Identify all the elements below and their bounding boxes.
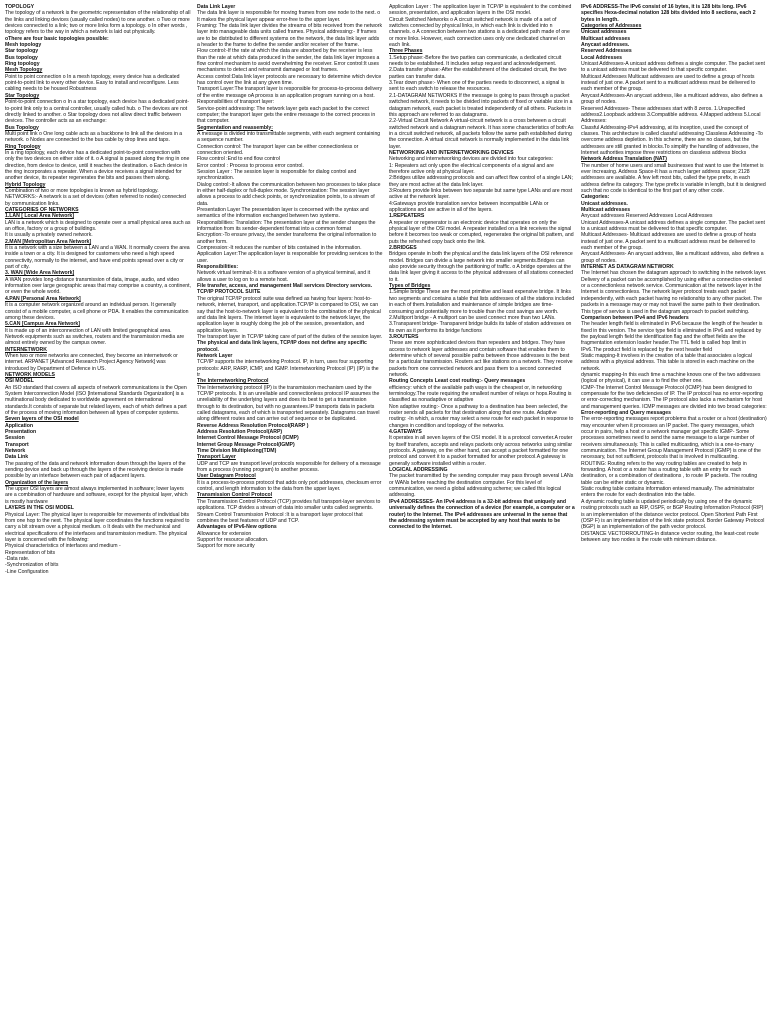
paragraph: Flow control:-If the rate at which the data are absorbed by the receiver is less than the rate at which data produced in the sender, the data link layer imposes a flow control mechanism to avoid overwhelming the receiver. Error control:It uses mechanisms to detect and retransmit damaged or lost frames. [197,48,380,74]
section-heading: Application [5,422,33,429]
paragraph: 1: Repeaters act only upon the electrical components of a signal and are therefore active only at physical layer. [389,162,554,175]
paragraph: Anycast addresses Reserved Addresses Local Addresses [581,213,713,220]
section-heading: Segmentation and reassembly: [197,124,273,131]
paragraph: Physical characteristics of interfaces and medium - [5,543,121,550]
paragraph: Dialog control:-It allows the communication between two processes to take place in either half-duplex or full-duplex mode. Synchronization: The session layer allows a process to add check points, or synchronization points, to a stream of data. [197,181,381,207]
paragraph: Classful Addressing-IPv4 addressing, at its inception, used the concept of classes. This architecture is called classful addressing Classless Addressing -To overcome address depletion. In this scheme, there are no classes, but the addresses are still granted in blocks.To simplify the handling of addresses, the Internet authorities impose three restrictions on classless address blocks [581,124,763,156]
paragraph: Allowance for extension [197,530,252,537]
section-heading: File transfer, access, and management Mail services Directory services. [197,283,373,290]
paragraph: -Synchronization of bits [5,562,59,569]
paragraph: The topology of a network is the geometric representation of the relationship of all the links and linking devices (usually called nodes) to one another. o Two or more devices connected to a link; two or more links form a topology. o In other words , topology refers to the way in which a network is laid out physically. [5,10,191,36]
paragraph: Anycast Addresses- An anycast address, like a multicast address, also defines a group of nodes. [581,251,764,264]
section-heading: IPv4 ADDRESSES- An IPv4 address is a 32-bit address that uniquely and universally defines the connection of a device (for example, a computer or a router) to the Internet. The IPv4 addresses are universal in the sense that the addressing system must be accepted by any host that wants to be connected to the Internet. [389,498,575,531]
column-3 [389,4,575,1024]
section-heading: Network [5,448,26,455]
section-heading: Routing Concepts Least cost routing:- Query messages [389,378,526,385]
section-heading: Seven layers of the OSI model [5,416,79,423]
paragraph: Compression:-It reduces the number of bits contained in the information. [197,245,362,252]
section-heading: Transmission Control Protocol [197,492,273,499]
section-heading: Network Address Translation (NAT) [581,156,667,163]
section-heading: Reverse Address Resolution Protocol(RARP ) [197,422,309,429]
column-1 [5,4,191,1024]
section-heading: 2.MAN [Metropolitan Area Network] [5,238,92,245]
section-heading: The Internetworking Protocol [197,378,269,385]
section-heading: Transport Layer [197,454,236,461]
section-heading: Mesh Topology [5,67,43,74]
paragraph: A WAN provides long-distance transmission of data, image, audio, and video information over large geographic areas that may comprise a country, a continent, or even the whole world. [5,276,191,296]
paragraph: 2.Data transfer phase:-After the establishment of the dedicated circuit, the two parties can transfer data. [389,67,567,80]
paragraph: Multicast Addresses- Multicast addresses are used to define a group of hosts instead of just one. A packet sent to a multicast address must be delivered to each member of the group. [581,232,757,252]
paragraph: Presentation Layer The presentation layer is concerned with the syntax and semantics of the information exchanged between two systems. [197,207,369,220]
paragraph: 3.Tear down phase:- When one of the parties needs to disconnect, a signal is sent to each switch to release the resources. [389,80,565,93]
paragraph: Bridges operate in both the physical and the data link layers of the OSI reference model. Bridges can divide a large network into smaller segments.Bridges can also provide security through the partitioning of traffic. o A bridge operates at the data link layer giving it access to the physical addresses of all stations connected to it. [389,251,574,283]
paragraph: The Internetworking protocol (IP) is the transmission mechanism used by the TCP/IP protocols. It is an unreliable and connectionless protocol IP assumes the unreliability of the underlying layers and does its best to get a transmission through to its destination, but with no guarantees.IP transports data in packets called datagrams, each of which is transported separately. Datagrams can travel along different routes and can arrive out of sequence or be duplicated. [197,384,380,423]
paragraph: The transport layer in TCP/IP taking care of part of the duties of the session layer. [197,333,383,340]
paragraph: Stream Control Transmission Protocol :It is a transport layer protocol that combines the best features of UDP and TCP. [197,511,363,524]
column-2 [197,4,383,1024]
paragraph: The Transmission Control Protocol (TCP) provides full transport-layer services to applications. TCP divides a stream of data into smaller units called segments. [197,498,381,512]
paragraph: It operates in all seven layers of the OSI model. It is a protocol converter.A router by itself transfers, accepts and relays packets only across networks using similar protocols. A gateway, on the other hand, can accept a packet formatted for one protocol and convert it to a packet formatted for another protocol.A gateway is generally software installed within a router. [389,435,573,467]
section-heading: User Datagram Protocol [197,473,256,480]
paragraph: Support for more security [197,543,255,550]
paragraph: The packet transmitted by the sending computer may pass through several LANs or WANs before reaching the destination computer. For this level of communication, we need a global addressing scheme; we called this logical addressing. [389,473,574,499]
section-heading: CATEGORIES OF NETWORKS [5,207,79,213]
paragraph: UDP and TCP are transport level protocols responsible for delivery of a message from a process (running program) to another process. [197,460,381,474]
paragraph: 1.Setup phase:-Before the two parties can communicate, a dedicated circuit needs to be established. It includes setup request and acknowledgement. [389,54,562,68]
section-heading: Types of Bridges [389,283,431,290]
paragraph: Reserved Addresses- These addresses start with 8 zeros. 1.Unspecified address2.Loopback address 3.Compatible address. 4.Mapped address 5.Local Addresses: [581,105,761,125]
section-heading: 3.ROUTERS [389,333,419,340]
paragraph: Point-to-point connection o In a star topology, each device has a dedicated point-to-point link only to a central controller, usually called hub. o The devices are not directly linked to another. o Star topology does not allow direct traffic between devices. The controller acts as an exchange: [5,99,189,125]
paragraph: Framing: The data link layer divides the streams of bits received from the network layer into manageable data units called frames. Physical addressing:- If frames are to be distributed to different systems on the network, the data link layer adds a header to the frame to define the sender and/or receiver of the frame. [197,23,383,49]
section-heading: Categories: [581,194,610,201]
paragraph: Static mapping-It involves in the creation of a table that associates a logical address with a physical address. This table is stored in each machine on the network. [581,352,755,372]
paragraph: It is a network with a size between a LAN and a WAN. It normally covers the area inside a town or a city. It is designed for customers who need a high speed connectivity, normally to the internet, and have end points spread over a city or part of city. [5,245,190,271]
paragraph: These are more sophisticated devices than repeaters and bridges. They have access to network layer addresses and contain software that enables them to determine which of several possible paths between those addresses is the best for a particular transmission. Routers act like stations on a network. They receive packets from one connected network and pass them to a second connected network. [389,340,573,378]
paragraph: Unicast Addresses-A unicast address defines a single computer. The packet sent to a unicast address must be delivered to that specific computer. [581,219,765,233]
paragraph: The error-reporting messages report problems that a router or a host (destination) may encounter when it processes an IP packet. The query messages, which occur in pairs, help a host or a network manager get specific IGMP- Some processes sometimes need to send the same message to a large number of receivers simultaneously. This is called multicasting, which is a one-to-many communication. The Internet Group Management Protocol (IGMP) is one of the necessary, but not sufficient, protocols that is involved in multicasting. [581,416,767,461]
section-heading: Mesh topology [5,42,42,49]
paragraph: Physical Layer: The physical layer is responsible for movements of individual bits from one hop to the next. The physical layer coordinates the functions required to carry a bit stream over a physical medium. o It deals with the mechanical and electrical specifications of the interfaces and transmission medium. The physical layer is concerned with the following: [5,511,190,543]
paragraph: Non adaptive routing:- Once a pathway to a destination has been selected, the router sends all packets for that destination along that one route. Adaptive routing: -In which, a router may select a new route for each packet in response to changes in condition and topology of the networks. [389,403,574,429]
paragraph: Service-point addressing: The network layer gets each packet to the correct computer; the transport layer gets the entire message to the correct process in that computer. [197,105,376,125]
paragraph: -Data rate. [5,555,30,562]
paragraph: dynamic mapping-In this each time a machine knows one of the two addresses (logical or physical), it can use a to find the other one. [581,371,761,385]
section-heading: Organization of the layers [5,479,69,486]
paragraph: Encryption:-To ensure privacy, the sender transforms the original information to another form. [197,232,377,245]
section-heading: LOGICAL ADDRESSING [389,467,448,474]
section-heading: Session [5,435,25,442]
paragraph: Support for resource allocation. [197,536,269,543]
section-heading: Internet Control Message Protocol (ICMP) [197,435,299,442]
section-heading: Error-reporting and Query messages [581,410,671,416]
paragraph: An ISO standard that covers all aspects of network communications is the Open System Interconnection Model (ISO [International Standards Organization] is a multinational body dedicated to worldwide agreement on international standards.It consists of separate but related layers, each of which defines a part of the process of moving information between all types of computer systems. [5,384,187,416]
paragraph: 3.Transparent bridge- Transparent bridge builds its table of station addresses on its own as it performs its bridge functions [389,321,572,334]
paragraph: 2:Bridges utilize addressing protocols and can affect flow control of a single LAN; they are most active at the data link layer. [389,175,573,188]
section-heading: Local Addresses [581,54,622,61]
paragraph: A dynamic routing table is updated periodically by using one of the dynamic routing protocols such as RIP, OSPF, or BGP Routing Information Protocol (RIP) is an implementation of the distance vector protocol. Open Shortest Path First (OSP F) is an implementation of the link state protocol. Border Gateway Protocol (BGP) is an implementation of the path vector protocol. [581,498,765,531]
paragraph: The passing of the data and network information down through the layers of the sending device and back up through the layers of the receiving device is made possible by an interface between each pair of adjacent layers. [5,460,186,480]
section-heading: NETWORKING AND INTERNETWORKING DEVICES [389,149,514,156]
paragraph: ROUTING: Routing refers to the way routing tables are created to help in forwarding. A host or a router has a routing table with an entry for each destination, or a combination of destinations , to route IP packets. The routing table can be either static or dynamic. [581,460,758,486]
section-heading: 4.PAN [Personal Area Network] [5,295,81,302]
paragraph: The header length field is eliminated in IPv6 because the length of the header is fixed in this version. The service type field is eliminated in IPv6 and replaced by the payload length field the identification flag and the offset fields are the fragmentation extension loader header.The TTL field is called hop limit in IPv6.The product field is replaced by the next header field [581,321,763,353]
paragraph: NETWORKS:- A network is a set of devices (often referred to nodes) connected by communication links. [5,194,186,207]
section-heading: OSI MODEL [5,378,34,385]
section-heading: Multicast addresses [581,207,631,213]
paragraph: DISTANCE VECTORROUTING-In distance vector routing, the least-cost route between any two nodes is the route with minimum distance. [581,530,759,543]
section-heading: Network Layer [197,352,233,359]
section-heading: LAYERS IN THE OSI MODEL [5,505,74,512]
section-heading: Three Phases [389,48,423,55]
section-heading: The physical and data link layers, TCP/IP does not define any specific protocol. [197,340,367,353]
paragraph: Connection control: The transport layer can be either connectionless or connection oriented. [197,143,359,156]
paragraph: It is a computer network organized around an individual person. It generally consist of a mobile computer, a cell phone or PDA. It enables the communication among these devices. [5,302,189,321]
section-heading: 1.LAN [ Local Area Network] [5,213,74,220]
paragraph: Network virtual terminal:-It is a software version of a physical terminal, and it allows a user to log on to a remote host. [197,270,371,283]
paragraph: 2.2-Virtual Circuit Network A virtual-circuit network is a cross between a circuit switched network and a datagram network. It has some characteristics of both:As in a circuit switched network, all packets follow the same path established during the connection. A virtual circuit network is normally implemented in the data link layer. [389,118,574,150]
paragraph: Anycast Addresses-An anycast address, like a multicast address, also defines a group of nodes. [581,92,763,106]
paragraph: It is a process-to-process protocol that adds only port addresses, checksum error control, and length information to the data from the upper layer. [197,479,382,493]
section-heading: 4.GATEWAYS [389,429,422,436]
paragraph: Multi point link o One long cable acts as a backbone to link all the devices in a network. o Nodes are connected to the bus cable by drop lines and taps. [5,130,183,144]
section-heading: Unicast addresses [581,29,627,36]
section-heading: 1.REPEATERS [389,213,425,220]
section-heading: Data Link Layer [197,4,236,10]
section-heading: 5.CAN [Campus Area Network] [5,321,80,328]
section-heading: Internet Group Message Protocol(IGMP) [197,441,295,448]
paragraph: When two or more networks are connected, they become an internetwork or internet. ARPANET [Advanced Research Project Agency Network] was introduced by Department of Defence in US. [5,352,178,372]
paragraph: TCP/IP supports the internetworking Protocol. IP, in turn, uses four supporting protocols: ARP, RARP, ICMP, and IGMP. Internetworking Protocol (IP) (IP) is the tr [197,359,379,378]
section-heading: Transport [5,441,29,448]
section-heading: INTERNET AS DATAGRAM NETWORK [581,264,674,271]
section-heading: oThere are four basic topologies possible: [5,35,109,42]
paragraph: It is usually a privately owned network. [5,232,93,239]
paragraph: 3:Routers provide links between two separate but same type LANs and are most active at the network layer. [389,187,573,201]
section-heading: Ring Topology [5,143,41,150]
section-heading: IPv6 ADDRESS-The IPv6 consist of 16 bytes, it is 128 bits long. IPv6 specifies Hexa-decimal notation 128 bits divided into 8 sections, each 2 bytes in length. [581,4,756,23]
paragraph: 2.Multiport bridge - A multiport can be used connect more than two LANs. [389,314,556,321]
section-heading: TCP/IP PROTOCOL SUITE [197,289,261,296]
paragraph: Representation of bits [5,549,56,556]
paragraph: Point to point connection o In a mesh topology, every device has a dedicated point-to-point link to every other device. Easy to install and reconfigure. Less cabling needs to be housed Robustness [5,73,180,93]
paragraph: The data link layer is responsible for moving frames from one node to the next. o It makes the physical layer appear error-free to the upper layer. [197,10,381,23]
section-heading: Bus topology [5,54,38,61]
paragraph: Error control : Process to process error control. [197,162,304,169]
section-heading: Address Resolution Protocol(ARP) [197,429,283,436]
section-heading: 3. WAN [Wide Area Network] [5,270,75,277]
paragraph: Application Layer:The application layer is responsible for providing services to the user. [197,251,383,264]
paragraph: Combination of two or more topologies is known as hybrid topology. [5,187,159,194]
paragraph: It is made up of an interconnection of LAN with limited geographical area. Network equipments such as switches, routers and the transmission media are almost entirely owned by the campus owner. [5,327,185,347]
section-heading: 2.BRIDGES [389,245,417,252]
section-heading: Star topology [5,48,39,55]
section-heading: Responsibilities: [197,264,239,271]
paragraph: The upper OSI layers are almost always implemented in software; lower layers are a combination of hardware and software, except for the physical layer, which is mostly hardware [5,486,188,505]
paragraph: LAN is a network which is designed to operate over a small physical area such as an office, factory or a group of buildings. [5,219,191,233]
section-heading: NETWORK MODELS [5,371,55,378]
paragraph: Responsibilities: Translation: The presentation layer at the sender changes the information from its sender-dependent format into a common format [197,219,376,233]
column-4 [581,4,767,1024]
paragraph: In a ring topology, each device has a dedicated point-to-point connection with only the two devices on either side of it. o A signal is passed along the ring in one direction, from device to device, until it reaches the destination. o Each device in the ring incorporates a repeater. When a device receives a signal intended for another device, its repeater regenerates the bits and passes them along. [5,149,190,182]
section-heading: Comparison between IPv4 and IPv6 headers [581,314,689,321]
paragraph: A message is divided into transmittable segments, with each segment containing a sequence number. [197,130,381,144]
paragraph: The Internet has chosen the datagram approach to switching in the network layer. Delivery of a packet can be accomplished by using either a connection-oriented or a connectionless network service. Communication at the network layer in the Internet is connectionless. The network layer protocol treats each packet independently, with each packet having no relationship to any other packet. The packets in a message may or may not travel the same path to their destination. This type of service is used in the datagram approach to packet switching. [581,270,767,315]
section-heading: Star Topology [5,92,40,99]
paragraph: Unicast Addresses-A unicast address defines a single computer. The packet sent to a unicast address must be delivered to that specific computer. [581,61,765,74]
paragraph: Access control:Data link layer protocols are necessary to determine which device has control over the link at any given time. [197,73,382,87]
paragraph: ICMP-The Internet Control Message Protocol (ICMP) has been designed to compensate for the two deficiencies of IP. The IP protocol has no error-reporting or error-correcting mechanism. The IP protocol also lacks a mechanism for host and management queries. ICMP messages are divided into two broad categories: [581,384,767,410]
paragraph: Static routing table contains information entered manually. The administrator enters the route for each destination into the table. [581,486,755,499]
section-heading: Time Division Multiplexing(TDM) [197,448,277,455]
section-heading: Categories of Addresses [581,23,642,30]
section-heading: Advantages of IPv6-New options [197,524,277,531]
paragraph: The number of home users and small businesses that want to use the Internet is ever increasing. Address Space-It has a much larger address space; 2128 addresses are available. A few left most bits, called the type prefix, in each address define its category. The type prefix is variable in length, but it is designed such that no code is identical to the first part of any other code. [581,162,766,194]
section-heading: Bus Topology [5,124,39,131]
paragraph: efficiency: which of the available path ways is the cheapest or, in networking terminology.The route requiring the smallest number of relays or hops.Routing is classified as nonadaptive or adaptive [389,384,572,404]
paragraph: Session Layer : The session layer is responsible for dialog control and synchronization. [197,168,357,182]
paragraph: Application Layer : The application layer in TCP/IP is equivalent to the combined session, presentation, and application layers in the OSI model. [389,4,572,17]
section-heading: Reserved Addresses [581,48,632,55]
section-heading: TOPOLOGY [5,4,35,10]
section-heading: INTERNETWORK [5,346,47,353]
paragraph: The original TCP/IP protocol suite was defined as having four layers: host-to-network, internet, transport, and application.TCP/IP is compared to OSI, we can say that the host-to-network layer is equivalent to the combination of the physical and data link layers. The internet layer is equivalent to the network layer, the application layer is roughly doing the job of the session, presentation, and application layers. [197,295,381,334]
section-heading: Hybrid Topology [5,181,46,188]
section-heading: Data Link [5,454,29,461]
section-heading: Ring topology [5,61,40,68]
paragraph: Transport Layer:The transport layer is responsible for process-to-process delivery of the entire message oA process is an application program running on a host. Responsibilities of transport layer: [197,86,383,106]
section-heading: Multicast addresses [581,35,631,42]
paragraph: Circuit Switched Networks o A circuit switched network is made of a set of switches connected by physical links, in which each link is divided into n channels. o A connection between two stations is a dedicated path made of one or more links. However, each connection uses only one dedicated channel on each link. [389,16,570,49]
paragraph: Flow control :End to end flow control [197,156,280,163]
paragraph: 2.1-DATAGRAM NETWORKS If the message is going to pass through a packet switched network, it needs to be divided into packets of fixed or variable size in a datagram network, each packet is treated independently of all others. Packets in this approach are referred to as datagrams. [389,92,573,118]
section-heading: Anycast addresses. [581,42,630,49]
paragraph: Networking and internetworking devices are divided into four categories: [389,156,554,163]
paragraph: Multicast Addresses Multicast addresses are used to define a group of hosts instead of just one. A packet sent to a multicast address must be delivered to each member of the group. [581,73,756,93]
paragraph: -Line Configuration [5,568,49,575]
section-heading: Presentation [5,429,37,436]
paragraph: A repeater or regenerator is an electronic device that operates on only the physical layer of the OSI model. A repeater installed on a link receives the signal before it becomes too weak or corrupted, regenerates the original bit pattern, and puts the refreshed copy back onto the link. [389,219,574,245]
section-heading: Unicast addresses. [581,200,628,207]
paragraph: 1.Simple bridge These are the most primitive and least expensive bridge. It links two segments and contains a table that lists addresses of all the stations included in each of them.Installation and maintenance of simple bridges are time-consuming and potentially more to trouble than the cost savings are worth. [389,289,575,315]
paragraph: 4:Gateways provide translation service between incompatible LANs or applications and are active in all of the layers. [389,200,549,213]
